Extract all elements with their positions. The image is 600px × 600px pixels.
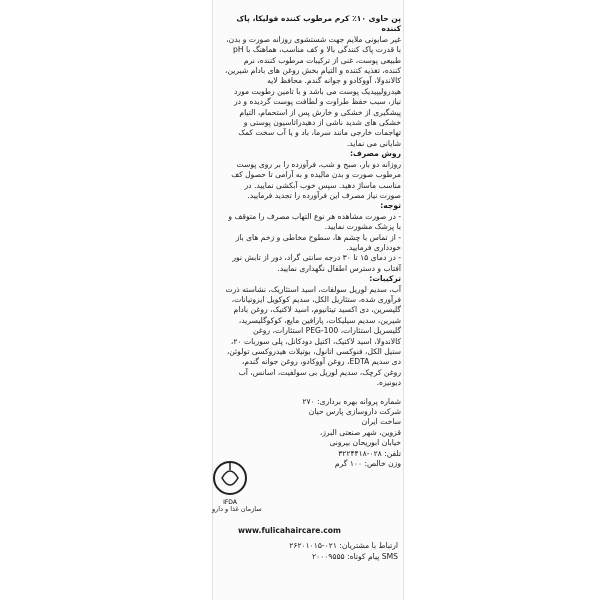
product-description bbox=[225, 14, 401, 469]
product-intro: غیر صابونی ملایم جهت شستشوی روزانه صورت و بدن، با قدرت پاک کنندگی بالا و کف مناسب، هماهنگ با pH طبیعی پوست، غنی از ترکیبات مرطوب کننده، نرم کننده، تغذیه کننده و التیام بخش روغن های بادام شیرین، کالاندولا، آووکادو و جوانه گندم. محافظ لایه هیدرولیپیدیک پوست می باشد و با تامین رطوبت مورد نیاز، سبب حفظ طراوت و لطافت پوست گردیده و در پیشگیری از خشکی و خارش پس از استحمام، التیام خشکی های شدید ناشی از دهیدراتاسیون پوستی و تهاجمات خارجی مانند سرما، باد و یا آب سخت کمک شایانی می نماید. bbox=[225, 34, 401, 148]
net-weight: وزن خالص: ۱۰۰ گرم bbox=[334, 459, 401, 469]
sms-contact: SMS پیام کوتاه: ۲۰۰۰۹۵۵۵ bbox=[311, 552, 398, 561]
caution-heading: توجه: bbox=[380, 201, 401, 211]
usage-text: روزانه دو بار، صبح و شب، فرآورده را بر روی پوست مرطوب صورت و بدن مالیده و به آرامی تا حصول کف مناسب ماساژ دهید. سپس خوب آبکشی نمایید. در صورت نیاز مصرف این فرآورده را تجدید فرمایید. bbox=[231, 159, 401, 200]
address-line-2: خیابان ابوریحان بیرونی bbox=[329, 438, 401, 448]
ingredients-text: آب، سدیم لوریل سولفات، اسید استئاریک، نشاسته ذرت فرآوری شده، ستئاریل الکل، سدیم کوکویل ایزوتیانات، گلیسرین، دی اکسید تیتانیوم، اسید لاکتیک، روغن بادام شیرین، سدیم سیلیکات، پارافین مایع، کوکوگلیسرید، گلیسریل استئارات، PEG-100 استئارات، روغن کالاندولا، اسید لاکتیک، اکتیل دودکانل، پلی سوربات ۲۰، ستیل الکل، فنوکسی اتانول، بوتیلات هیدروکسی تولوئن، دی سدیم EDTA، روغن آووکادو، روغن جوانه گندم، روغن کرچک، سدیم لوریل بی سولفیت، اسانس، آب دیونیزه. bbox=[225, 284, 401, 388]
logo-label: سازمان غذا و دارو bbox=[212, 505, 262, 513]
logo-brand-text: IFDA bbox=[223, 499, 237, 506]
ifda-logo-icon bbox=[210, 456, 250, 506]
usage-heading: روش مصرف: bbox=[350, 149, 401, 159]
made-in: ساخت ایران bbox=[361, 417, 401, 427]
company-name: شرکت داروسازی پارس حیان bbox=[308, 407, 401, 417]
caution-item-3: - در دمای ۱۵ تا ۳۰ درجه سانتی گراد، دور از تابش نور آفتاب و دسترس اطفال نگهداری نمایید. bbox=[232, 253, 401, 273]
caution-item-1: - در صورت مشاهده هر نوع التهاب مصرف را متوقف و با پزشک مشورت نمایید. bbox=[228, 211, 401, 232]
phone-number: تلفن: ۰۲۸-۳۲۲۴۴۱۸ bbox=[338, 448, 401, 458]
product-title: پن حاوی ۱۰٪ کرم مرطوب کننده فولیکا، پاک کننده bbox=[236, 14, 401, 34]
contact-info bbox=[238, 540, 398, 562]
website-link[interactable]: www.fulicahaircare.com bbox=[238, 526, 341, 535]
ingredients-heading: ترکیبات: bbox=[369, 274, 401, 284]
customer-contact: ارتباط با مشتریان: ۰۲۱-۲۶۲۰۱۰۱۵ bbox=[289, 541, 398, 550]
address-line-1: قزوین، شهر صنعتی البرز، bbox=[319, 427, 401, 437]
license-number: شماره پروانه بهره برداری: ۲۷۰ bbox=[302, 396, 401, 406]
caution-item-2: - از تماس با چشم ها، سطوح مخاطی و زخم های باز خودداری فرمایید. bbox=[235, 232, 401, 252]
